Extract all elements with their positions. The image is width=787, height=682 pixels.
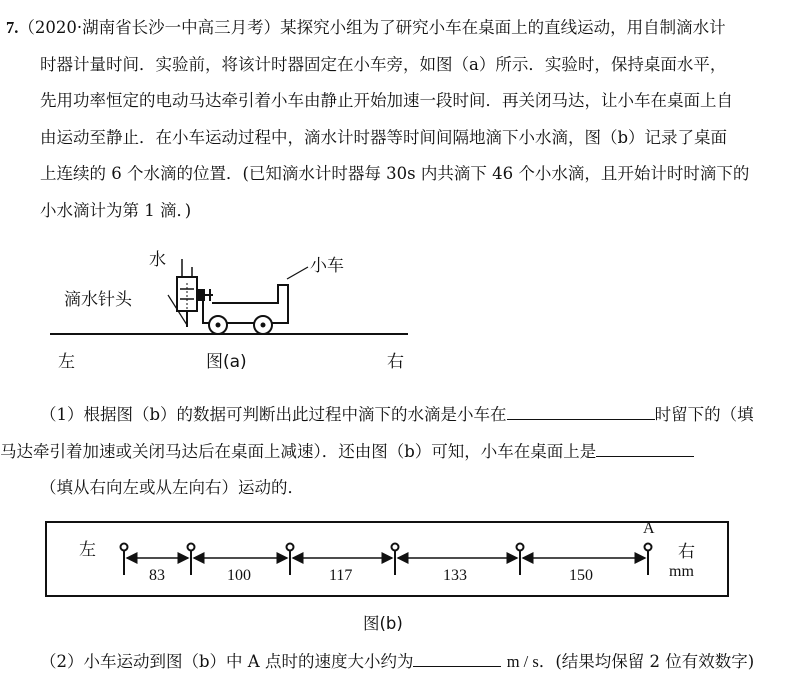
answer-blank-1[interactable] <box>507 401 655 420</box>
answer-blank-3[interactable] <box>413 648 501 667</box>
drip-timer <box>177 277 197 311</box>
distance-label: 150 <box>569 567 593 584</box>
figure-b-label-left: 左 <box>79 540 96 560</box>
sub-question-2 <box>40 644 780 681</box>
question-stem <box>6 10 776 229</box>
sub2-text-b: ．(结果均保留 2 位有效数字) <box>538 652 755 671</box>
speed-unit: m / s <box>506 652 539 671</box>
label-water: 水 <box>149 250 166 270</box>
sub-question-1 <box>0 397 780 507</box>
figure-a <box>50 245 420 380</box>
distance-label: 117 <box>329 567 353 584</box>
distance-label: 83 <box>149 567 165 584</box>
figure-b-label-right: 右 <box>678 542 695 562</box>
question-source: （2020·湖南省长沙一中高三月考） <box>18 18 281 37</box>
sub1-line3: （填从右向左或从左向右）运动的． <box>40 478 304 497</box>
figure-a-caption: 图(a) <box>206 352 247 372</box>
label-right: 右 <box>387 352 404 372</box>
intro-line-6: 小水滴计为第 1 滴．) <box>40 200 192 220</box>
figure-b-caption: 图(b) <box>363 614 403 633</box>
point-a-label: A <box>643 520 655 537</box>
intro-line-5: 上连续的 6 个水滴的位置．(已知滴水计时器每 30s 内共滴下 46 个小水滴，且开始计时时滴下的 <box>40 164 750 183</box>
distance-label: 133 <box>443 567 467 584</box>
label-left: 左 <box>58 352 75 372</box>
sub1-text-a: （1）根据图（b）的数据可判断出此过程中滴下的水滴是小车在 <box>40 405 507 424</box>
label-car: 小车 <box>310 256 344 276</box>
intro-line-4: 由运动至静止．在小车运动过程中，滴水计时器等时间间隔地滴下小水滴，图（b）记录了桌面 <box>40 127 728 147</box>
distance-label: 100 <box>227 567 251 584</box>
intro-line-1: 某探究小组为了研究小车在桌面上的直线运动，用自制滴水计 <box>280 18 726 37</box>
unit-mm: mm <box>669 563 694 580</box>
answer-blank-2[interactable] <box>596 438 694 457</box>
question-number: 7. <box>6 18 19 37</box>
label-needle: 滴水针头 <box>64 290 132 310</box>
sub1-line2: 马达牵引着加速或关闭马达后在桌面上减速）．还由图（b）可知，小车在桌面上是 <box>0 441 597 461</box>
intro-line-3: 先用功率恒定的电动马达牵引着小车由静止开始加速一段时间．再关闭马达，让小车在桌面上自 <box>40 91 733 110</box>
intro-line-2: 时器计量时间．实验前，将该计时器固定在小车旁，如图（a）所示．实验时，保持桌面水平， <box>40 54 727 74</box>
sub1-text-b: 时留下的（填 <box>654 405 754 424</box>
figure-b <box>45 521 729 597</box>
sub2-text-a: （2）小车运动到图（b）中 A 点时的速度大小约为 <box>40 652 414 671</box>
